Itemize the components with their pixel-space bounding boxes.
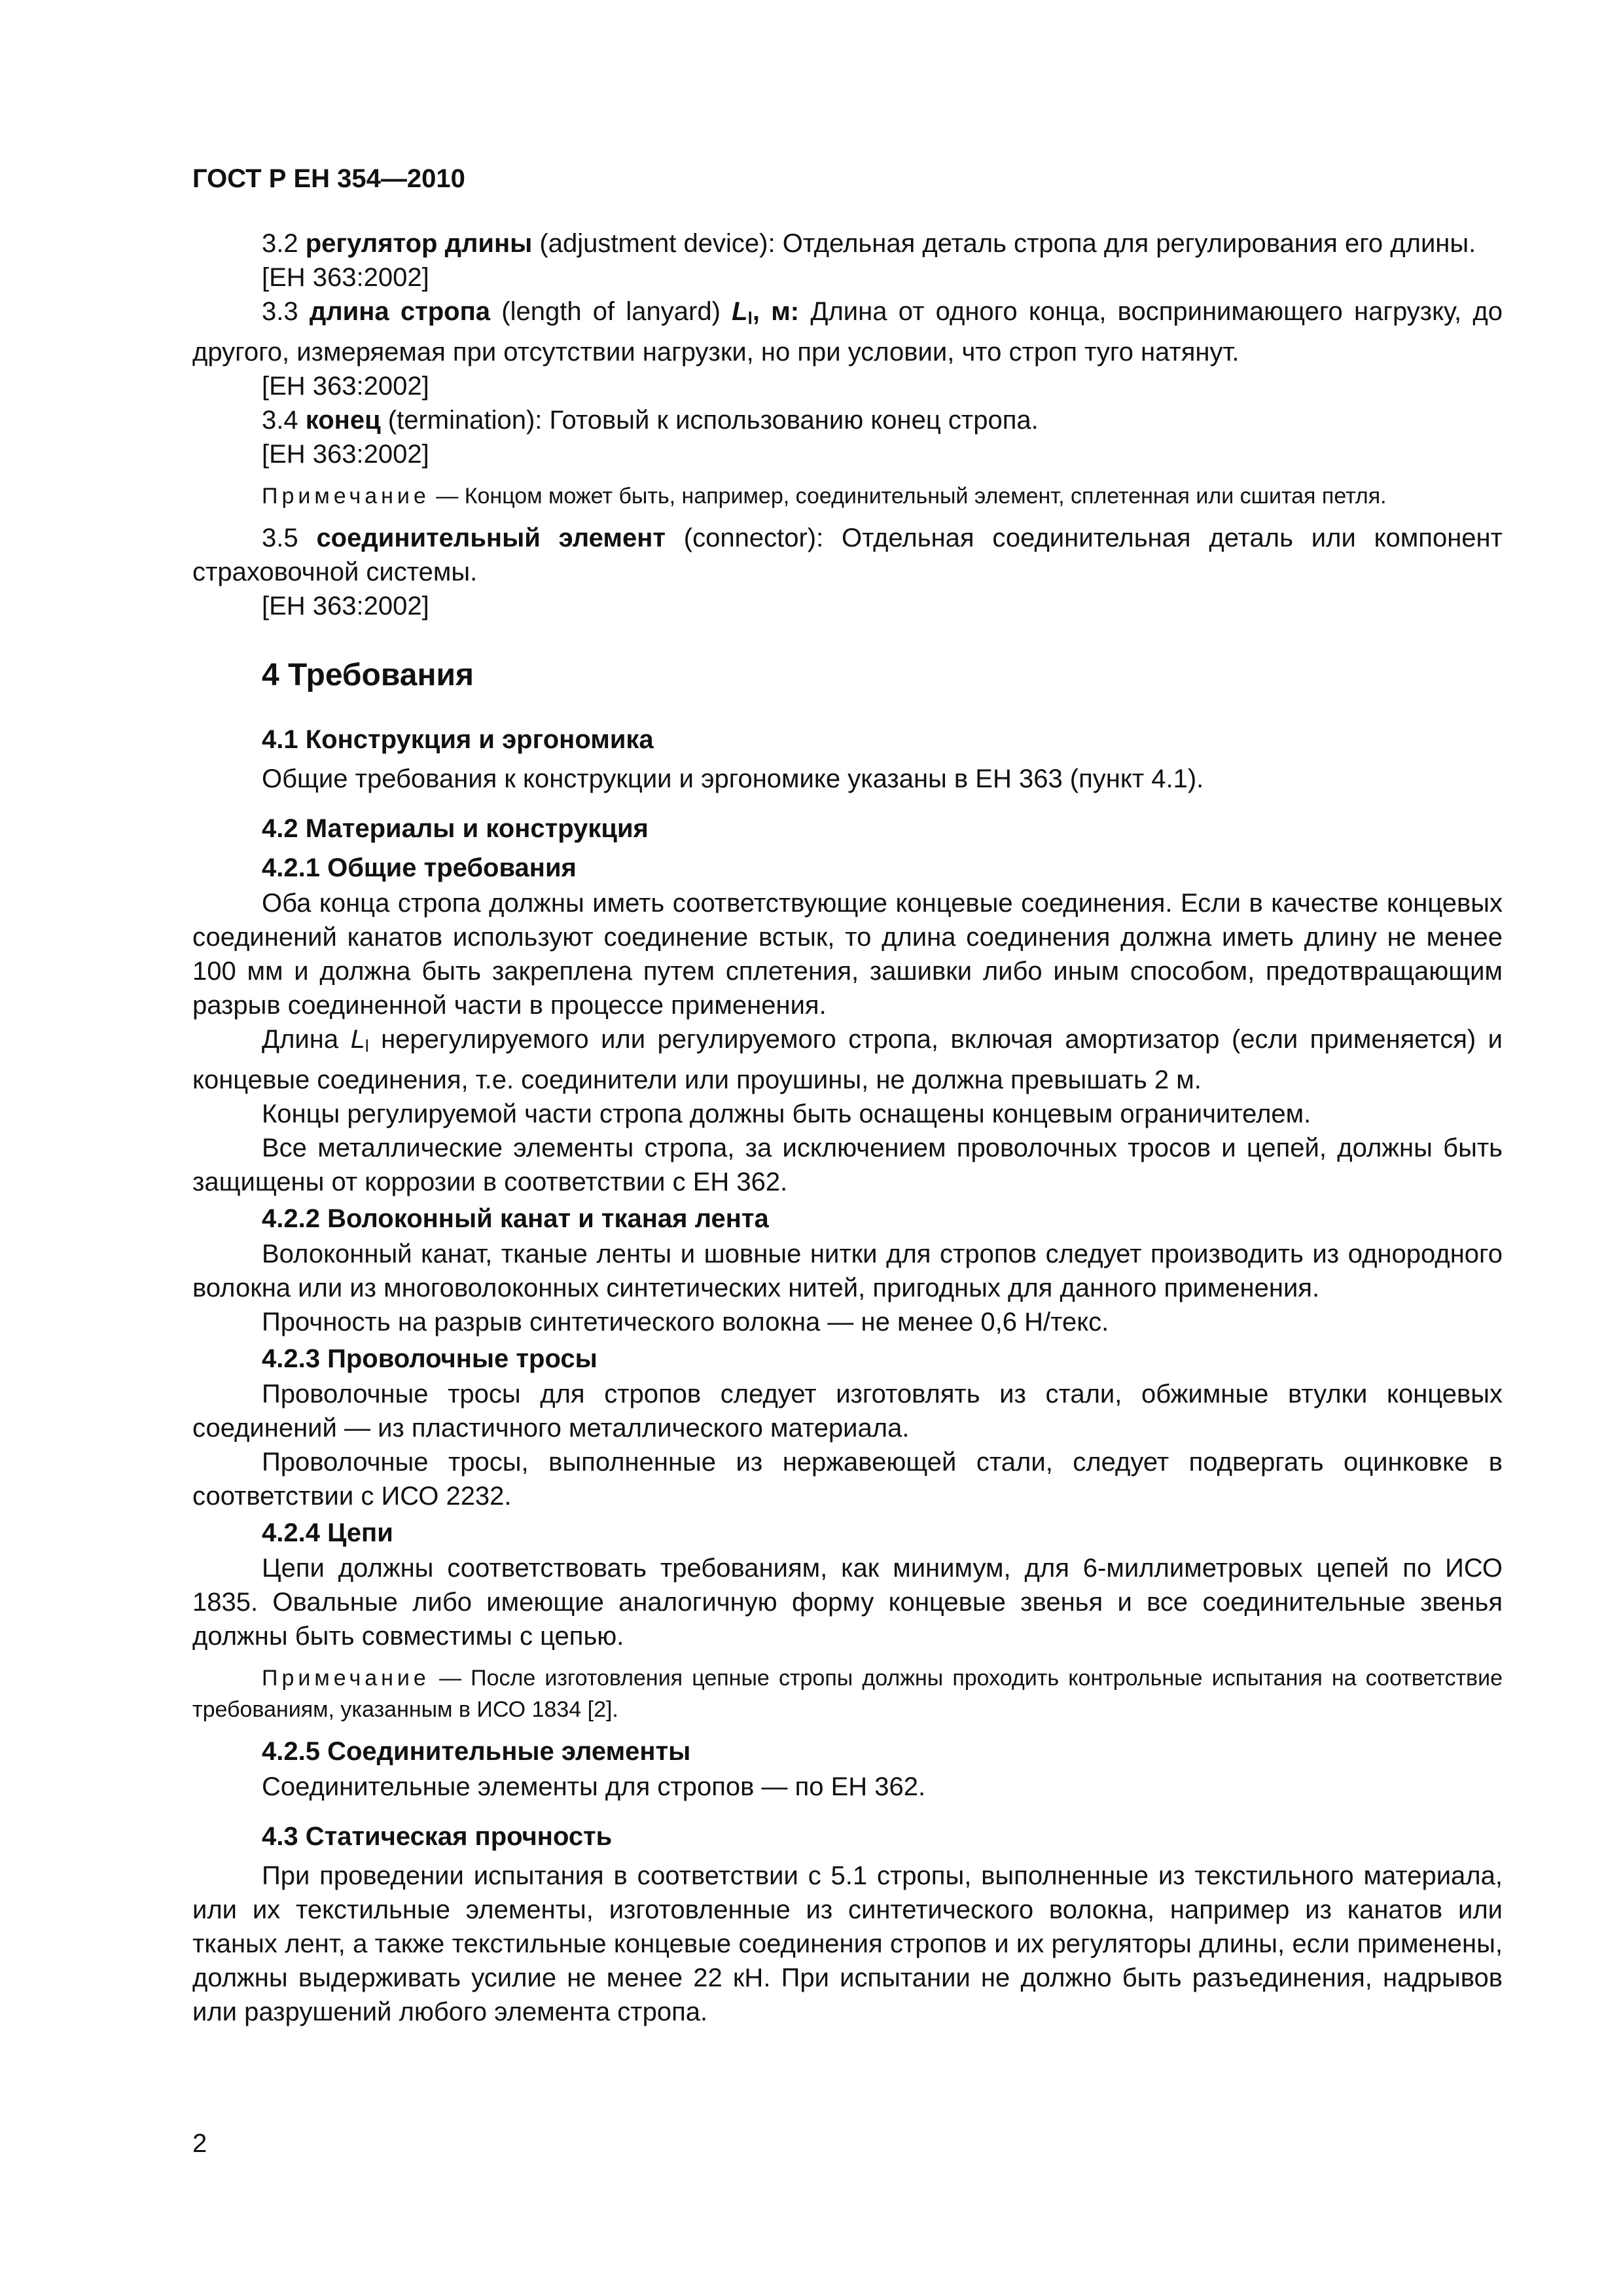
note-text: — Концом может быть, например, соединительный элемент, сплетенная или сшитая петля. <box>436 484 1387 509</box>
definition-3-4 <box>192 403 1503 437</box>
section-4-1-heading: 4.1 Конструкция и эргономика <box>262 725 654 754</box>
definition-english: (termination): <box>387 406 543 435</box>
section-4-2-1-paragraph: Все металлические элементы стропа, за исключением проволочных тросов и цепей, должны быть защищены от коррозии в соответствии с ЕН 362. <box>192 1134 1503 1196</box>
section-4-2-2-paragraph: Прочность на разрыв синтетического волокна — не менее 0,6 Н/текс. <box>262 1308 1109 1336</box>
section-4-2-4-heading: 4.2.4 Цепи <box>262 1518 393 1547</box>
length-symbol-subscript: l <box>365 1036 369 1056</box>
length-symbol: L <box>350 1025 365 1054</box>
definition-term: конец <box>305 406 381 435</box>
section-4-2-1-paragraph: Оба конца стропа должны иметь соответствующие концевые соединения. Если в качестве концевых соединений канатов используют соединение встык, то длина соединения должна иметь длину не менее 100 мм и должна быть закреплена путем сплетения, зашивки либо иным способом, предотвращающим разрыв соединенной части в процессе применения. <box>192 889 1503 1020</box>
note-text: — После изготовления цепные стропы должны проходить контрольные испытания на соответствие требованиям, указанным в ИСО 1834 [2]. <box>192 1666 1503 1722</box>
section-4-2-heading: 4.2 Материалы и конструкция <box>262 814 649 843</box>
section-4-2-1-heading: 4.2.1 Общие требования <box>262 853 577 882</box>
definition-reference: [ЕН 363:2002] <box>262 440 429 469</box>
definition-term: регулятор длины <box>305 229 533 258</box>
definition-text: Готовый к использованию конец стропа. <box>549 406 1039 435</box>
definition-number: 3.2 <box>262 229 298 258</box>
definition-reference: [ЕН 363:2002] <box>262 372 429 401</box>
section-4-3-paragraph: При проведении испытания в соответствии с 5.1 стропы, выполненные из текстильного материала, или их текстильные элементы, изготовленные из синтетического волокна, например из канатов или тканых лент, а также текстильные концевые соединения стропов и их регуляторы длины, если применены, должны выдерживать усилие не менее 22 кН. При испытании не должно быть разъединения, надрывов или разрушений любого элемента стропа. <box>192 1861 1503 2026</box>
section-4-2-3-paragraph: Проволочные тросы, выполненные из нержавеющей стали, следует подвергать оцинковке в соответствии с ИСО 2232. <box>192 1448 1503 1511</box>
note-termination <box>192 480 1503 512</box>
definition-english: (length of lanyard) <box>501 297 721 326</box>
definition-symbol-subscript: l <box>747 308 753 328</box>
section-4-2-3-heading: 4.2.3 Проволочные тросы <box>262 1344 597 1373</box>
definition-english: (connector): <box>683 524 824 552</box>
section-4-2-5-heading: 4.2.5 Соединительные элементы <box>262 1737 691 1766</box>
note-chains <box>192 1662 1503 1725</box>
definition-english: (adjustment device): <box>539 229 776 258</box>
section-4-2-2-heading: 4.2.2 Волоконный канат и тканая лента <box>262 1204 769 1233</box>
section-4-2-1-paragraph-length <box>192 1022 1503 1097</box>
paragraph-text: нерегулируемого или регулируемого стропа, включая амортизатор (если применяется) и концевые соединения, т.е. соединители или проушины, не должна превышать 2 м. <box>192 1025 1503 1094</box>
definition-text: Отдельная соединительная деталь или компонент страховочной системы. <box>192 524 1503 586</box>
section-4-2-5-paragraph: Соединительные элементы для стропов — по ЕН 362. <box>262 1772 926 1801</box>
definition-text: Длина от одного конца, воспринимающего нагрузку, до другого, измеряемая при отсутствии нагрузки, но при условии, что строп туго натянут. <box>192 297 1503 367</box>
definition-3-3 <box>192 295 1503 369</box>
section-4-3-heading: 4.3 Статическая прочность <box>262 1822 613 1851</box>
definition-number: 3.3 <box>262 297 298 326</box>
definition-symbol: L <box>732 297 748 326</box>
definition-term: длина стропа <box>309 297 491 326</box>
section-4-2-4-paragraph: Цепи должны соответствовать требованиям, как минимум, для 6-миллиметровых цепей по ИСО 1835. Овальные либо имеющие аналогичную форму концевые звенья и все соединительные звенья должны быть совместимы с цепью. <box>192 1554 1503 1651</box>
definition-number: 3.4 <box>262 406 298 435</box>
definition-3-2 <box>192 226 1503 260</box>
paragraph-text: Длина <box>262 1025 339 1054</box>
definition-text: Отдельная деталь стропа для регулирования его длины. <box>782 229 1476 258</box>
section-4-2-1-paragraph: Концы регулируемой части стропа должны быть оснащены концевым ограничителем. <box>262 1100 1311 1128</box>
section-4-2-2-paragraph: Волоконный канат, тканые ленты и шовные нитки для стропов следует производить из однородного волокна или из многоволоконных синтетических нитей, пригодных для данного применения. <box>192 1240 1503 1302</box>
definition-3-5 <box>192 521 1503 589</box>
definition-unit: , м: <box>752 297 800 326</box>
note-label: Примечание <box>262 484 430 509</box>
note-label: Примечание <box>262 1666 430 1691</box>
section-4-2-3-paragraph: Проволочные тросы для стропов следует изготовлять из стали, обжимные втулки концевых соединений — из пластичного металлического материала. <box>192 1380 1503 1443</box>
page-number: 2 <box>192 2129 207 2158</box>
definition-number: 3.5 <box>262 524 298 552</box>
definition-reference: [ЕН 363:2002] <box>262 592 429 620</box>
definition-reference: [ЕН 363:2002] <box>262 263 429 292</box>
section-4-1-text: Общие требования к конструкции и эргономике указаны в ЕН 363 (пункт 4.1). <box>262 764 1204 793</box>
definition-term: соединительный элемент <box>316 524 666 552</box>
section-4-heading: 4 Требования <box>262 658 474 692</box>
document-header: ГОСТ Р ЕН 354—2010 <box>192 164 465 193</box>
document-page <box>192 131 1503 2029</box>
